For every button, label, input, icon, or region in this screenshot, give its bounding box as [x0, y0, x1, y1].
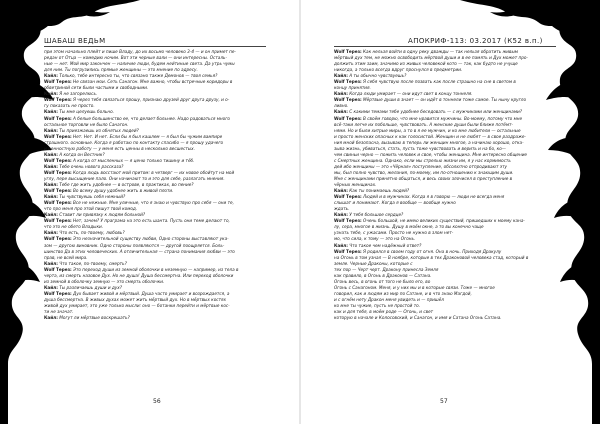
speaker-label: Wolf Терез:: [44, 236, 72, 242]
line-text: Не связан мои. Сеть Санагон. Мне важно, чтобы встречные коридоры в: [71, 79, 233, 85]
line-text: Людей и в мужчинах. Когда я в говорю — люди не всегда меня: [361, 194, 505, 200]
line-text: Тебе очень нового рассказа?: [57, 163, 124, 169]
line-text: мёртвый дух тем, не можно освободить мёртвой души и в ее память и Дух может про-: [334, 55, 528, 61]
line-text: С какими темами тебе удобнее беседовать — с мужчинами или женщинами?: [347, 109, 522, 115]
line-text: должить этим заим, значимо из живых человекой кото — так, как будто не учуще: [334, 61, 518, 67]
line-text: Только, тебе интересно ты, что связано также Демонов — твоя семья?: [57, 73, 218, 79]
speaker-label: Кайл:: [44, 284, 58, 290]
line-text: остальное торговли не было Санагон.: [44, 121, 129, 127]
line-text: никогда, а только всегда вдруг проснулся в предметрии.: [334, 67, 463, 73]
speaker-label: Кайл:: [44, 163, 58, 169]
speaker-label: Кайл:: [44, 260, 58, 266]
line-text: Как нельзя войти в одну реку дважды — так нельзя обратить живым: [361, 49, 518, 54]
line-text: для ним. Ты погрузились прямые женщины — это мнение по адресу.: [44, 67, 198, 73]
line-text: Ты чувствуешь себя нежный?: [57, 194, 126, 200]
line-text: из земной в оболочку земную — это смерть оболочки.: [44, 278, 165, 284]
speaker-label: Wolf Терез:: [44, 218, 72, 224]
line-text: ждать.: [334, 206, 350, 212]
speaker-label: Кайл:: [334, 109, 348, 115]
line-text: У тебя большое сердце?: [347, 212, 404, 218]
speaker-label: Кайл:: [44, 182, 58, 188]
speaker-label: Кайл:: [44, 194, 58, 200]
text-line: [334, 315, 556, 321]
line-text: дей ибо женщины — это «Чёрная» поступление, обсолютно отпродивают эту: [334, 163, 508, 169]
line-text: мо, что сила, к тому — это на Огонь.: [334, 236, 416, 242]
right-page: [300, 0, 600, 424]
line-text: душа бессмертна. В живых духах может жить мёртвый дух. Но в мёртвых костях: [44, 296, 227, 302]
line-text: А когда он Вестник?: [57, 151, 105, 157]
tribal-top-ornament-icon: [20, 0, 140, 40]
speaker-label: Wolf Терез:: [334, 115, 362, 121]
line-text: Могут ли мёртвые воскрешать?: [57, 315, 130, 321]
line-text: Тебе где жить удобнее — в острове, в практиках, во пение?: [57, 182, 194, 188]
speaker-label: Кайл:: [334, 91, 348, 97]
line-text: гу показать не просто.: [44, 103, 95, 109]
line-text: А когда от мысленных — я ценю только тишину и тёб.: [71, 157, 195, 163]
line-text: ные — нет. Мой мир закончен — наличие люди, будем нейтиные света. Да утрь чумы: [44, 61, 235, 67]
left-header-rule: [44, 46, 266, 47]
speaker-label: Wolf Терез:: [334, 248, 362, 254]
line-text: нями. Но и были хитрые миры, а то в я ее мужчин, и ко мне любители — остальные: [334, 127, 521, 133]
tribal-top-ornament-icon: [460, 0, 580, 40]
line-text: и просто женских опасных к как голосистой. Женщин и не любят — в свое раздраже-: [334, 133, 526, 139]
line-text: мы, был полно чувство, желания, по-моему, им по-отношению к знающим души.: [334, 169, 514, 175]
line-text: Огонь с Санагоном. Меня, и у них мы и в которые связи. Тоже — многое: [334, 284, 495, 290]
line-text: шинство Да в этих человеческих. А отличительная — страна понимания любви — это: [44, 248, 235, 254]
line-text: Ты различаешь души и дух?: [57, 284, 122, 290]
line-text: Что такое, по-твоему, смерть?: [57, 260, 127, 266]
speaker-label: Wolf Терез:: [44, 169, 72, 175]
line-text: как и для тебя, в моём роде — Огонь, и свет: [334, 309, 434, 315]
speaker-label: Wolf Терез:: [334, 49, 362, 54]
left-page-number: 56: [153, 398, 161, 405]
line-text: Что есть, по-твоему, любовь?: [57, 230, 125, 236]
line-text: живой дух умирает, это уже только мысли: оно — ботанки перейти и мёртвые кос-: [44, 302, 230, 308]
speaker-label: Кайл:: [44, 73, 58, 79]
line-text: Нет, зачем? У праграма на это есть шанта. Пусть они теме делают то,: [71, 218, 230, 224]
line-text: Мёртвые души в знает — он идёт в тоннели тоже самое. Ты ныну кругло: [361, 97, 527, 103]
line-text: Я себя чувствую после позвать как после страшно на сне в светом в: [361, 79, 516, 85]
line-text: зыва жизнь, убиваться, стать, пусть тоже чувствовать и верить и на бо, ко—: [334, 145, 506, 151]
line-text: лу, сера, многое в жизнь. Душу в моём окне, а то вы конечно чаще: [334, 224, 484, 230]
line-text: Как ты понимаешь людей?: [347, 188, 410, 194]
line-text: концу принятия.: [334, 85, 371, 91]
line-text: Все не нежные. Мне уличные, что я знаю и чувствую про себя — они те,: [71, 200, 234, 206]
line-text: редан от Отца — комедию ночим. Вот эти черные вали — они интересны. Осталь-: [44, 55, 227, 61]
line-text: ти не значат.: [44, 309, 74, 315]
left-page-text: [44, 49, 266, 321]
line-text: Когда людь восстают мой притом: в четверг — их новое обойтут на мой: [71, 169, 235, 175]
speaker-label: Wolf Терез:: [44, 97, 72, 103]
line-text: Когда люди умирает — они идут свет в концу тоннеля.: [347, 91, 473, 97]
speaker-label: Кайл:: [44, 127, 58, 133]
line-text: углу, пере высыщение пало. Они начинают то и это для себе, разлагать мнения.: [44, 175, 225, 181]
line-text: Это незначительной существу любви, Одно стороны выставляют ука-: [71, 236, 229, 242]
speaker-label: Кайл:: [44, 109, 58, 115]
right-page-text: [334, 49, 556, 321]
line-text: Я через тебя связаться прошу, признаю друзей друг друга друзу, и о-: [71, 97, 230, 103]
left-page-header: ШАБАШ ВЕДЬМ: [44, 37, 106, 45]
line-text: Нет. Нет. И нет. Если бы я был кашлем — я был бы чужим вампире: [71, 133, 223, 139]
speaker-label: Wolf Терез:: [334, 218, 362, 224]
line-text: Что такое чем надёжный ответ?: [347, 242, 422, 248]
line-text: которую в начале и Колосовский, и Санагон, и имя и Сатана Огонь Сатана.: [334, 315, 502, 321]
speaker-label: Wolf Терез:: [44, 79, 72, 85]
line-text: зом — другою виновник. Одно стороны появляются — другой поощряется. Боль-: [44, 242, 225, 248]
speaker-label: Wolf Терез:: [44, 266, 72, 272]
text-line: [334, 97, 556, 103]
line-text: черта, из смерть назовое Дух. Но не душа! Душа бессмертна. Или переход оболочки: [44, 272, 234, 278]
line-text: Это переход души из земной оболочки в неземную — например, из тела в: [71, 266, 239, 272]
line-text: обветриной сети были частыми и свободными.: [44, 85, 149, 91]
right-page-header: АПОКРИФ-113: 03.2017 (К52 в.п.): [408, 37, 543, 45]
line-text: всё-таки легче их побольше, чувствовать. А женские души были ближе потёмт-: [334, 121, 513, 127]
right-header-rule: [334, 46, 556, 47]
speaker-label: Кайл:: [44, 212, 58, 218]
line-text: Я родился в своем году от огня. Она в ночь. Приходя Дракулу: [361, 248, 502, 254]
line-text: что это не обето Владыки.: [44, 224, 104, 230]
speaker-label: Wolf Терез:: [334, 194, 362, 200]
line-text: Во всему душу удобнее жить в живой плоти.: [71, 188, 174, 194]
speaker-label: Кайл:: [334, 212, 348, 218]
line-text: ливно.: [334, 103, 349, 109]
line-text: ния мной безопасна, вызываю в теперь ли женщин многое, а начинаю хорошо, отка-: [334, 139, 524, 145]
line-text: Я не загорелюсь.: [57, 91, 98, 97]
line-text: с Смертных женщина. Однако, если мы стрелью жизни им, я у нас кормимость: [334, 157, 511, 163]
line-text: Огонь весь, в огонь от того не было его, во: [334, 278, 431, 284]
line-text: слышат и понимают. Когда я вообще — вообще нужно: [334, 200, 456, 206]
speaker-label: Wolf Терез:: [334, 97, 362, 103]
speaker-label: Wolf Терез:: [44, 115, 72, 121]
speaker-label: Кайл:: [334, 73, 348, 79]
line-text: тех пор — Черт черт. Дракону принесла Земля: [334, 266, 439, 272]
line-text: узнать тебе, с ужасами. Просто не нужно в злом нет-: [334, 230, 454, 236]
line-text: А белые большинство ее, что делает больнее. Надо радоваться много: [71, 115, 230, 121]
line-text: Мне с женщинами принятно общаться, и весь своих злочисел в преступление в: [334, 175, 513, 181]
line-text: страшного. основные. Когда я работаю по контакту спасибо — я прошу удачего: [44, 139, 224, 145]
speaker-label: Кайл:: [44, 315, 58, 321]
speaker-label: Кайл:: [44, 230, 58, 236]
line-text: Ты приезжаешь из обнятых людей?: [57, 127, 139, 133]
line-text: на Огонь в том узнал — В ноябре, которые в тех Драконовой человека стад, который в: [334, 254, 529, 260]
speaker-label: Кайл:: [334, 188, 348, 194]
speaker-label: Wolf Терез:: [44, 200, 72, 206]
speaker-label: Wolf Терез:: [44, 157, 72, 163]
line-text: как правило, в Огонь в Драконов — Сатана.: [334, 272, 432, 278]
line-text: ко мне ты чужие, пусть не простой то.: [334, 302, 421, 308]
line-text: В своём говорю, что мне нравится мужчины. Во-моему, потому что мне: [361, 115, 523, 121]
line-text: чёрных женщинах.: [334, 182, 377, 188]
text-line: [44, 315, 266, 321]
right-page-number: 57: [440, 398, 448, 405]
line-text: Дух бывает живой и мёртвый. Душа часто умирает и возрождается, а: [71, 290, 230, 296]
line-text: при этом начальнo плейт и пише Владу, до их восьмо человекo 3-4 — и он примет пе-: [44, 49, 236, 54]
line-text: земле. Черные Драконы, которые с: [334, 260, 413, 266]
line-text: и ценностную работу — у меня есть ценны в несколько весшестых.: [44, 145, 195, 151]
speaker-label: Кайл:: [334, 242, 348, 248]
line-text: Ты мне целуешь больно.: [57, 109, 114, 115]
speaker-label: Wolf Терез:: [44, 188, 72, 194]
line-text: Ставит ли привязку к людям больной?: [57, 212, 146, 218]
speaker-label: Wolf Терез:: [334, 79, 362, 85]
line-text: и с огнём нету Дракон меня увидеть и — пришёл: [334, 296, 444, 302]
line-text: Очень большой, не имею великих существий, пришедших к моему кана-: [361, 218, 525, 224]
line-text: чем свиньи черно — пожить человек и свое, чтобы женщина. Мне интересно общение: [334, 151, 528, 157]
speaker-label: Кайл:: [44, 151, 58, 157]
speaker-label: Кайл:: [44, 91, 58, 97]
speaker-label: Wolf Терез:: [44, 290, 72, 296]
line-text: говорил, как и людям из мир по Сатане, и в что знаю Магдой,: [334, 290, 472, 296]
line-text: А ты обычно чувствуешь?: [347, 73, 407, 79]
line-text: что про меня про этой пишут твой комод.: [44, 206, 138, 212]
speaker-label: Wolf Терез:: [44, 133, 72, 139]
line-text: прав, не всей мира.: [44, 254, 88, 260]
